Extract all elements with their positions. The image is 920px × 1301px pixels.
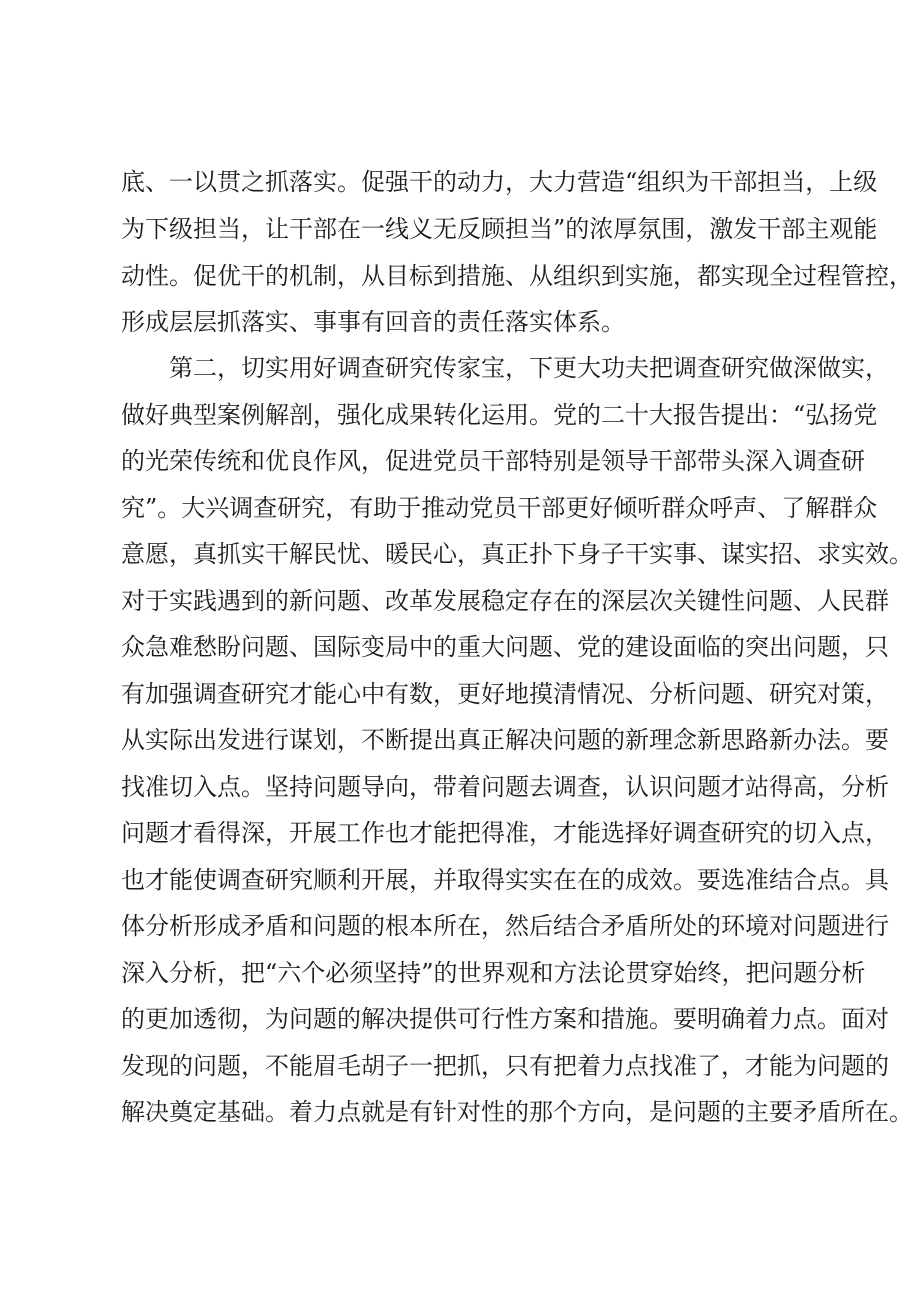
text-line: 的光荣传统和优良作风，促进党员干部特别是领导干部带头深入调查研 — [121, 447, 865, 475]
text-line: 众急难愁盼问题、国际变局中的重大问题、党的建设面临的突出问题，只 — [121, 633, 889, 661]
text-line: 意愿，真抓实干解民忧、暖民心，真正扑下身子干实事、谋实招、求实效。 — [121, 540, 913, 568]
text-line: 形成层层抓落实、事事有回音的责任落实体系。 — [121, 308, 625, 336]
text-line: 从实际出发进行谋划，不断提出真正解决问题的新理念新思路新办法。要 — [121, 726, 889, 754]
text-line: 第二，切实用好调查研究传家宝，下更大功夫把调查研究做深做实， — [169, 354, 889, 382]
text-line: 解决奠定基础。着力点就是有针对性的那个方向，是问题的主要矛盾所在。 — [121, 1098, 913, 1126]
text-line: 动性。促优干的机制，从目标到措施、从组织到实施，都实现全过程管控， — [121, 262, 913, 290]
text-line: 问题才看得深，开展工作也才能把得准，才能选择好调查研究的切入点， — [121, 819, 889, 847]
text-line: 深入分析，把“六个必须坚持”的世界观和方法论贯穿始终，把问题分析 — [121, 959, 866, 987]
text-line: 做好典型案例解剖，强化成果转化运用。党的二十大报告提出：“弘扬党 — [121, 401, 878, 429]
text-line: 的更加透彻，为问题的解决提供可行性方案和措施。要明确着力点。面对 — [121, 1005, 889, 1033]
text-line: 底、一以贯之抓落实。促强干的动力，大力营造“组织为干部担当，上级 — [121, 168, 878, 196]
text-line: 对于实践遇到的新问题、改革发展稳定存在的深层次关键性问题、人民群 — [121, 587, 889, 615]
text-line: 为下级担当，让干部在一线义无反顾担当”的浓厚氛围，激发干部主观能 — [121, 215, 878, 243]
text-line: 究”。大兴调查研究，有助于推动党员干部更好倾听群众呼声、了解群众 — [121, 494, 878, 522]
text-line: 有加强调查研究才能心中有数，更好地摸清情况、分析问题、研究对策， — [121, 680, 889, 708]
text-line: 体分析形成矛盾和问题的根本所在，然后结合矛盾所处的环境对问题进行 — [121, 912, 889, 940]
text-line: 找准切入点。坚持问题导向，带着问题去调查，认识问题才站得高，分析 — [121, 773, 889, 801]
text-line: 发现的问题，不能眉毛胡子一把抓，只有把着力点找准了，才能为问题的 — [121, 1052, 889, 1080]
text-line: 也才能使调查研究顺利开展，并取得实实在在的成效。要选准结合点。具 — [121, 866, 889, 894]
